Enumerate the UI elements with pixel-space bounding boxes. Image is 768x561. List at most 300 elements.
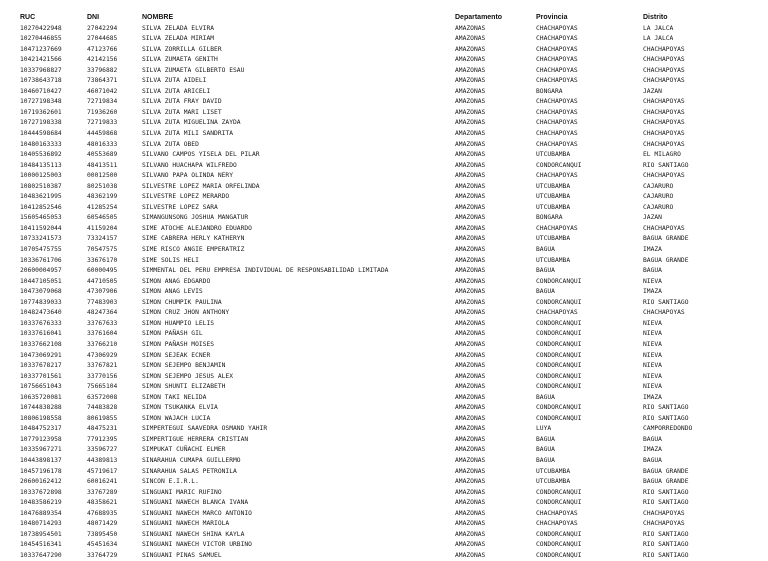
distrito-cell: NIEVA <box>643 372 662 380</box>
departamento-cell: AMAZONAS <box>455 435 486 443</box>
table-row <box>20 45 740 56</box>
departamento-cell: AMAZONAS <box>455 541 486 549</box>
dni-cell: 48247364 <box>87 309 118 317</box>
departamento-cell: AMAZONAS <box>455 277 486 285</box>
departamento-cell: AMAZONAS <box>455 298 486 306</box>
nombre-cell: SINGUANI NAWECH BLANCA IVANA <box>142 499 249 507</box>
ruc-cell: 15605465053 <box>20 214 62 222</box>
distrito-cell: CHACHAPOYAS <box>643 119 685 127</box>
nombre-cell: SINARAHUA SALAS PETRONILA <box>142 467 237 475</box>
departamento-cell: AMAZONAS <box>455 414 486 422</box>
table-row <box>20 308 740 319</box>
nombre-cell: SINGUANI NAWECH SHINA KAYLA <box>142 530 245 538</box>
nombre-cell: SINGUANI NAWECH MARCO ANTONIO <box>142 509 252 517</box>
ruc-cell: 10482473640 <box>20 309 62 317</box>
table-row <box>20 234 740 245</box>
table-row <box>20 509 740 520</box>
table-row <box>20 361 740 372</box>
ruc-cell: 10719362601 <box>20 108 62 116</box>
departamento-cell: AMAZONAS <box>455 267 486 275</box>
ruc-cell: 10480163333 <box>20 140 62 148</box>
nombre-cell: SIMON PAÑASH GIL <box>142 330 203 338</box>
departamento-cell: AMAZONAS <box>455 309 486 317</box>
distrito-cell: CHACHAPOYAS <box>643 130 685 138</box>
ruc-cell: 10774839033 <box>20 298 62 306</box>
nombre-cell: SIMON ANAG LEVIS <box>142 288 203 296</box>
nombre-cell: SINGUANI MARIC RUFINO <box>142 488 222 496</box>
provincia-cell: BAGUA <box>536 446 555 454</box>
ruc-cell: 10635720081 <box>20 393 62 401</box>
provincia-cell: BAGUA <box>536 393 555 401</box>
distrito-cell: CHACHAPOYAS <box>643 309 685 317</box>
dni-cell: 77912395 <box>87 435 118 443</box>
departamento-cell: AMAZONAS <box>455 509 486 517</box>
distrito-cell: BAGUA <box>643 435 662 443</box>
distrito-cell: JAZAN <box>643 214 662 222</box>
provincia-cell: CONDORCANQUI <box>536 372 582 380</box>
table-row <box>20 329 740 340</box>
provincia-cell: CHACHAPOYAS <box>536 119 578 127</box>
dni-cell: 33766210 <box>87 340 118 348</box>
distrito-cell: RIO SANTIAGO <box>643 414 689 422</box>
ruc-cell: 10727198348 <box>20 98 62 106</box>
departamento-cell: AMAZONAS <box>455 203 486 211</box>
table-row <box>20 171 740 182</box>
table-row <box>20 76 740 87</box>
table-row <box>20 467 740 478</box>
distrito-cell: CHACHAPOYAS <box>643 140 685 148</box>
dni-cell: 33796882 <box>87 66 118 74</box>
provincia-cell: CONDORCANQUI <box>536 551 582 559</box>
ruc-cell: 10337678217 <box>20 362 62 370</box>
provincia-cell: BONGARA <box>536 214 563 222</box>
nombre-cell: SILVESTRE LOPEZ MARIA ORFELINDA <box>142 182 260 190</box>
distrito-cell: NIEVA <box>643 351 662 359</box>
dni-cell: 60546505 <box>87 214 118 222</box>
nombre-cell: SIMPERTIGUE HERRERA CRISTIAN <box>142 435 249 443</box>
ruc-cell: 10337701561 <box>20 372 62 380</box>
distrito-cell: RIO SANTIAGO <box>643 530 689 538</box>
dni-cell: 33764729 <box>87 551 118 559</box>
provincia-cell: CHACHAPOYAS <box>536 224 578 232</box>
distrito-cell: BAGUA GRANDE <box>643 467 689 475</box>
departamento-cell: AMAZONAS <box>455 140 486 148</box>
dni-cell: 47688935 <box>87 509 118 517</box>
dni-cell: 45719617 <box>87 467 118 475</box>
table-row <box>20 530 740 541</box>
dni-cell: 47306929 <box>87 351 118 359</box>
distrito-cell: RIO SANTIAGO <box>643 541 689 549</box>
distrito-cell: CAJARURO <box>643 193 674 201</box>
provincia-cell: UTCUBAMBA <box>536 182 571 190</box>
dni-cell: 80619855 <box>87 414 118 422</box>
departamento-cell: AMAZONAS <box>455 151 486 159</box>
provincia-cell: UTCUBAMBA <box>536 478 571 486</box>
dni-cell: 47123766 <box>87 45 118 53</box>
departamento-cell: AMAZONAS <box>455 45 486 53</box>
nombre-cell: SIMPERTEGUI SAAVEDRA OSMAND YAHIR <box>142 425 268 433</box>
dni-cell: 60000495 <box>87 267 118 275</box>
nombre-cell: SIMON CRUZ JHON ANTHONY <box>142 309 230 317</box>
nombre-cell: SILVA ZORRILLA GILBER <box>142 45 222 53</box>
distrito-cell: LA JALCA <box>643 35 674 43</box>
nombre-cell: SIMON SHUNTI ELIZABETH <box>142 383 226 391</box>
table-row <box>20 477 740 488</box>
departamento-cell: AMAZONAS <box>455 530 486 538</box>
provincia-cell: UTCUBAMBA <box>536 467 571 475</box>
dni-cell: 27042294 <box>87 24 118 32</box>
distrito-cell: NIEVA <box>643 277 662 285</box>
ruc-cell: 10473079068 <box>20 288 62 296</box>
ruc-cell: 10471237669 <box>20 45 62 53</box>
distrito-cell: EL MILAGRO <box>643 151 681 159</box>
ruc-cell: 10000125003 <box>20 172 62 180</box>
dni-cell: 74483828 <box>87 404 118 412</box>
table-row <box>20 140 740 151</box>
table-row <box>20 203 740 214</box>
nombre-cell: SINCON E.I.R.L. <box>142 478 199 486</box>
dni-cell: 48362199 <box>87 193 118 201</box>
nombre-cell: SIMON SEJEMPO BENJAMIN <box>142 362 226 370</box>
provincia-cell: BAGUA <box>536 246 555 254</box>
table-row <box>20 192 740 203</box>
provincia-cell: CONDORCANQUI <box>536 330 582 338</box>
dni-cell: 73864371 <box>87 77 118 85</box>
ruc-cell: 10756651043 <box>20 383 62 391</box>
departamento-cell: AMAZONAS <box>455 319 486 327</box>
ruc-cell: 10336761706 <box>20 256 62 264</box>
provincia-cell: CONDORCANQUI <box>536 319 582 327</box>
table-row <box>20 456 740 467</box>
departamento-cell: AMAZONAS <box>455 351 486 359</box>
ruc-cell: 20600162412 <box>20 478 62 486</box>
nombre-cell: SIMON ANAG EDGARDO <box>142 277 211 285</box>
nombre-cell: SIME RISCO ANGIE EMPERATRIZ <box>142 246 245 254</box>
nombre-cell: SILVESTRE LOPEZ SARA <box>142 203 218 211</box>
table-row <box>20 55 740 66</box>
dni-cell: 70547575 <box>87 246 118 254</box>
table-row <box>20 34 740 45</box>
departamento-cell: AMAZONAS <box>455 24 486 32</box>
departamento-cell: AMAZONAS <box>455 372 486 380</box>
ruc-cell: 10457196178 <box>20 467 62 475</box>
nombre-cell: SILVA ZUTA MARI LISET <box>142 108 222 116</box>
ruc-cell: 10802510387 <box>20 182 62 190</box>
ruc-cell: 10779123958 <box>20 435 62 443</box>
distrito-cell: BAGUA GRANDE <box>643 256 689 264</box>
ruc-cell: 10405536892 <box>20 151 62 159</box>
dni-cell: 00012500 <box>87 172 118 180</box>
nombre-cell: SILVANO CAMPOS YISELA DEL PILAR <box>142 151 260 159</box>
departamento-cell: AMAZONAS <box>455 130 486 138</box>
distrito-cell: CHACHAPOYAS <box>643 509 685 517</box>
dni-cell: 44459868 <box>87 130 118 138</box>
nombre-cell: SIMMENTAL DEL PERU EMPRESA INDIVIDUAL DE RESPONSABILIDAD LIMITADA <box>142 267 389 275</box>
ruc-cell: 10483621995 <box>20 193 62 201</box>
nombre-cell: SILVA ZUTA OBED <box>142 140 199 148</box>
table-row <box>20 266 740 277</box>
provincia-cell: CONDORCANQUI <box>536 530 582 538</box>
departamento-cell: AMAZONAS <box>455 393 486 401</box>
nombre-cell: SIMON HUAMPIO LELIS <box>142 319 215 327</box>
dni-cell: 80251038 <box>87 182 118 190</box>
departamento-cell: AMAZONAS <box>455 172 486 180</box>
provincia-cell: CONDORCANQUI <box>536 277 582 285</box>
ruc-cell: 10738643718 <box>20 77 62 85</box>
dni-cell: 73324157 <box>87 235 118 243</box>
table-row <box>20 129 740 140</box>
column-header-ruc: RUC <box>20 14 36 21</box>
ruc-cell: 10454516341 <box>20 541 62 549</box>
departamento-cell: AMAZONAS <box>455 35 486 43</box>
dni-cell: 47307906 <box>87 288 118 296</box>
provincia-cell: CONDORCANQUI <box>536 488 582 496</box>
dni-cell: 75665104 <box>87 383 118 391</box>
provincia-cell: LUYA <box>536 425 552 433</box>
ruc-cell: 10806198558 <box>20 414 62 422</box>
dni-cell: 73895450 <box>87 530 118 538</box>
provincia-cell: CHACHAPOYAS <box>536 98 578 106</box>
nombre-cell: SILVA ZUMAETA GENITH <box>142 56 218 64</box>
dni-cell: 33767821 <box>87 362 118 370</box>
nombre-cell: SIMON SEJEMPO JESUS ALEX <box>142 372 233 380</box>
distrito-cell: BAGUA GRANDE <box>643 478 689 486</box>
table-row <box>20 498 740 509</box>
provincia-cell: BONGARA <box>536 87 563 95</box>
nombre-cell: SINGUANI NAWECH VICTOR URBINO <box>142 541 252 549</box>
distrito-cell: CHACHAPOYAS <box>643 520 685 528</box>
distrito-cell: CAMPORREDONDO <box>643 425 693 433</box>
distrito-cell: CHACHAPOYAS <box>643 45 685 53</box>
table-row <box>20 224 740 235</box>
provincia-cell: UTCUBAMBA <box>536 203 571 211</box>
provincia-cell: BAGUA <box>536 288 555 296</box>
dni-cell: 33596727 <box>87 446 118 454</box>
distrito-cell: BAGUA <box>643 456 662 464</box>
departamento-cell: AMAZONAS <box>455 214 486 222</box>
departamento-cell: AMAZONAS <box>455 77 486 85</box>
distrito-cell: RIO SANTIAGO <box>643 161 689 169</box>
table-row <box>20 414 740 425</box>
table-body <box>20 24 740 561</box>
dni-cell: 41285254 <box>87 203 118 211</box>
provincia-cell: CONDORCANQUI <box>536 383 582 391</box>
ruc-cell: 10337647290 <box>20 551 62 559</box>
table-row <box>20 382 740 393</box>
ruc-cell: 10337968827 <box>20 66 62 74</box>
nombre-cell: SIMON PAÑASH MOISES <box>142 340 215 348</box>
provincia-cell: BAGUA <box>536 456 555 464</box>
table-row <box>20 66 740 77</box>
distrito-cell: RIO SANTIAGO <box>643 488 689 496</box>
distrito-cell: BAGUA <box>643 267 662 275</box>
ruc-cell: 10270446855 <box>20 35 62 43</box>
nombre-cell: SIMON CHUMPIK PAULINA <box>142 298 222 306</box>
distrito-cell: IMAZA <box>643 446 662 454</box>
departamento-cell: AMAZONAS <box>455 87 486 95</box>
nombre-cell: SIMON TSUKANKA ELVIA <box>142 404 218 412</box>
dni-cell: 40553689 <box>87 151 118 159</box>
table-row <box>20 161 740 172</box>
table-row <box>20 24 740 35</box>
dni-cell: 45451634 <box>87 541 118 549</box>
departamento-cell: AMAZONAS <box>455 56 486 64</box>
table-row <box>20 182 740 193</box>
ruc-cell: 10480714293 <box>20 520 62 528</box>
table-row <box>20 87 740 98</box>
distrito-cell: NIEVA <box>643 340 662 348</box>
nombre-cell: SILVA ZUMAETA GILBERTO ESAU <box>142 66 245 74</box>
nombre-cell: SINGUANI NAWECH MARIOLA <box>142 520 230 528</box>
departamento-cell: AMAZONAS <box>455 288 486 296</box>
nombre-cell: SILVA ZUTA MIGUELINA ZAYDA <box>142 119 241 127</box>
dni-cell: 42142156 <box>87 56 118 64</box>
column-header-distrito: Distrito <box>643 14 668 21</box>
nombre-cell: SIME CABRERA HERLY KATHERYN <box>142 235 245 243</box>
provincia-cell: UTCUBAMBA <box>536 193 571 201</box>
departamento-cell: AMAZONAS <box>455 235 486 243</box>
ruc-cell: 10337672898 <box>20 488 62 496</box>
provincia-cell: CHACHAPOYAS <box>536 130 578 138</box>
departamento-cell: AMAZONAS <box>455 551 486 559</box>
nombre-cell: SIME ATOCHE ALEJANDRO EDUARDO <box>142 224 252 232</box>
departamento-cell: AMAZONAS <box>455 98 486 106</box>
distrito-cell: RIO SANTIAGO <box>643 551 689 559</box>
departamento-cell: AMAZONAS <box>455 425 486 433</box>
ruc-cell: 10727198338 <box>20 119 62 127</box>
provincia-cell: CONDORCANQUI <box>536 161 582 169</box>
column-header-dni: DNI <box>87 14 100 21</box>
departamento-cell: AMAZONAS <box>455 488 486 496</box>
table-row <box>20 287 740 298</box>
distrito-cell: NIEVA <box>643 362 662 370</box>
ruc-cell: 10411592044 <box>20 224 62 232</box>
dni-cell: 63572008 <box>87 393 118 401</box>
table-row <box>20 372 740 383</box>
table-row <box>20 256 740 267</box>
ruc-cell: 10337616041 <box>20 330 62 338</box>
distrito-cell: CHACHAPOYAS <box>643 66 685 74</box>
dni-cell: 46071042 <box>87 87 118 95</box>
provincia-cell: CONDORCANQUI <box>536 541 582 549</box>
distrito-cell: CAJARURO <box>643 203 674 211</box>
dni-cell: 33767289 <box>87 488 118 496</box>
provincia-cell: CHACHAPOYAS <box>536 140 578 148</box>
nombre-cell: SILVA ZUTA MILI SANDRITA <box>142 130 233 138</box>
table-row <box>20 488 740 499</box>
table-row <box>20 393 740 404</box>
nombre-cell: SIME SOLIS HELI <box>142 256 199 264</box>
distrito-cell: NIEVA <box>643 330 662 338</box>
nombre-cell: SIMON SEJEAK ECNER <box>142 351 211 359</box>
provincia-cell: CHACHAPOYAS <box>536 35 578 43</box>
distrito-cell: RIO SANTIAGO <box>643 499 689 507</box>
provincia-cell: CHACHAPOYAS <box>536 66 578 74</box>
provincia-cell: CONDORCANQUI <box>536 414 582 422</box>
header-row <box>20 13 740 24</box>
nombre-cell: SILVA ZUTA ARICELI <box>142 87 211 95</box>
provincia-cell: CHACHAPOYAS <box>536 77 578 85</box>
table-row <box>20 551 740 561</box>
nombre-cell: SILVESTRE LOPEZ MERARDO <box>142 193 230 201</box>
nombre-cell: SILVA ZUTA FRAY DAVID <box>142 98 222 106</box>
departamento-cell: AMAZONAS <box>455 467 486 475</box>
provincia-cell: BAGUA <box>536 435 555 443</box>
nombre-cell: SIMON TAKI NELIDA <box>142 393 207 401</box>
provincia-cell: CONDORCANQUI <box>536 404 582 412</box>
column-header-departamento: Departamento <box>455 14 503 21</box>
ruc-cell: 10444598684 <box>20 130 62 138</box>
dni-cell: 41159204 <box>87 224 118 232</box>
table-header <box>20 13 740 24</box>
dni-cell: 48016333 <box>87 140 118 148</box>
provincia-cell: CHACHAPOYAS <box>536 45 578 53</box>
nombre-cell: SILVANO PAPA OLINDA NERY <box>142 172 233 180</box>
provincia-cell: CHACHAPOYAS <box>536 509 578 517</box>
provincia-cell: UTCUBAMBA <box>536 151 571 159</box>
taxpayer-table <box>20 13 740 561</box>
ruc-cell: 10484135113 <box>20 161 62 169</box>
provincia-cell: CONDORCANQUI <box>536 340 582 348</box>
departamento-cell: AMAZONAS <box>455 362 486 370</box>
distrito-cell: CHACHAPOYAS <box>643 224 685 232</box>
table-row <box>20 403 740 414</box>
provincia-cell: CHACHAPOYAS <box>536 24 578 32</box>
dni-cell: 33676170 <box>87 256 118 264</box>
ruc-cell: 10337676333 <box>20 319 62 327</box>
column-header-nombre: NOMBRE <box>142 14 174 21</box>
departamento-cell: AMAZONAS <box>455 182 486 190</box>
provincia-cell: CHACHAPOYAS <box>536 309 578 317</box>
provincia-cell: CONDORCANQUI <box>536 298 582 306</box>
dni-cell: 48413511 <box>87 161 118 169</box>
dni-cell: 48358621 <box>87 499 118 507</box>
distrito-cell: CHACHAPOYAS <box>643 108 685 116</box>
departamento-cell: AMAZONAS <box>455 446 486 454</box>
ruc-cell: 20600004957 <box>20 267 62 275</box>
dni-cell: 72719834 <box>87 98 118 106</box>
ruc-cell: 10335967271 <box>20 446 62 454</box>
table-row <box>20 351 740 362</box>
provincia-cell: CHACHAPOYAS <box>536 56 578 64</box>
provincia-cell: UTCUBAMBA <box>536 235 571 243</box>
distrito-cell: CHACHAPOYAS <box>643 172 685 180</box>
nombre-cell: SINARAHUA CUMAPA GUILLERMO <box>142 456 241 464</box>
ruc-cell: 10476889354 <box>20 509 62 517</box>
ruc-cell: 10337662108 <box>20 340 62 348</box>
table-row <box>20 97 740 108</box>
distrito-cell: CHACHAPOYAS <box>643 98 685 106</box>
departamento-cell: AMAZONAS <box>455 246 486 254</box>
departamento-cell: AMAZONAS <box>455 456 486 464</box>
departamento-cell: AMAZONAS <box>455 66 486 74</box>
departamento-cell: AMAZONAS <box>455 108 486 116</box>
ruc-cell: 10738954501 <box>20 530 62 538</box>
distrito-cell: CHACHAPOYAS <box>643 77 685 85</box>
ruc-cell: 10270422948 <box>20 24 62 32</box>
ruc-cell: 10473069291 <box>20 351 62 359</box>
provincia-cell: CONDORCANQUI <box>536 351 582 359</box>
nombre-cell: SILVA ZELADA ELVIRA <box>142 24 215 32</box>
provincia-cell: CONDORCANQUI <box>536 499 582 507</box>
table-row <box>20 424 740 435</box>
table-row <box>20 435 740 446</box>
table-row <box>20 118 740 129</box>
ruc-cell: 10412852546 <box>20 203 62 211</box>
dni-cell: 33767633 <box>87 319 118 327</box>
nombre-cell: SIMON WAJACH LUCIA <box>142 414 211 422</box>
departamento-cell: AMAZONAS <box>455 193 486 201</box>
